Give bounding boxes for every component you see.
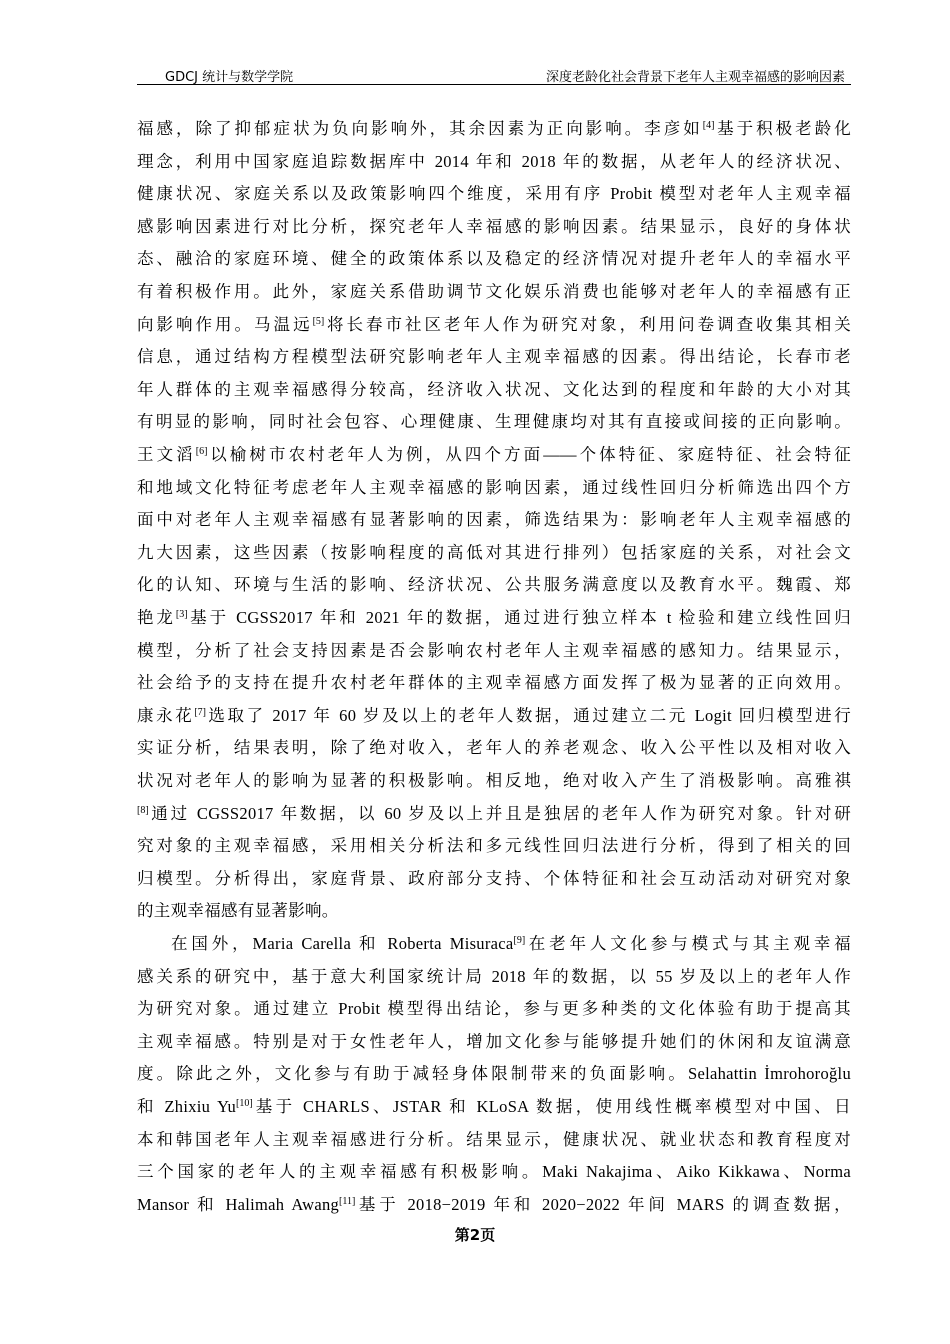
- citation-ref: [5]: [312, 315, 325, 327]
- citation-ref: [7]: [194, 706, 207, 718]
- line-text: 三个国家的老年人的主观幸福感有积极影响。Maki Nakajima、Aiko Kikkawa、Norma: [137, 1162, 851, 1182]
- text-line: [137, 1030, 851, 1054]
- text-line: [137, 1193, 851, 1217]
- citation-ref: [4]: [702, 120, 715, 131]
- text-line: [171, 932, 851, 956]
- text-line: [137, 541, 851, 565]
- text-line: [137, 345, 851, 369]
- text-line: [137, 1062, 851, 1086]
- line-text: 王文滔: [137, 445, 196, 464]
- text-line: [137, 639, 851, 663]
- line-text: 和 Zhixiu Yu: [137, 1097, 237, 1116]
- text-line: [137, 834, 851, 858]
- line-text: 健康状况、家庭关系以及政策影响四个维度，采用有序 Probit 模型对老年人主观幸福: [137, 184, 851, 204]
- citation-ref: [3]: [175, 609, 188, 620]
- page-header: [137, 64, 851, 85]
- line-text: 康永花: [137, 705, 195, 725]
- line-text: 基于 CHARLS、JSTAR 和 KLoSA 数据，使用线性概率模型对中国、日: [252, 1097, 851, 1116]
- text-line: [137, 313, 851, 337]
- text-line: [137, 117, 851, 141]
- line-text: 有明显的影响，同时社会包容、心理健康、生理健康均对其有直接或间接的正向影响。: [137, 412, 851, 432]
- line-text: 状况对老年人的影响为显著的积极影响。相反地，绝对收入产生了消极影响。高雅祺: [137, 771, 851, 790]
- text-line: [137, 508, 851, 532]
- line-text: 本和韩国老年人主观幸福感进行分析。结果显示，健康状况、就业状态和教育程度对: [137, 1129, 851, 1149]
- citation-ref: [6]: [195, 446, 208, 457]
- line-text: 感影响因素进行对比分析，探究老年人幸福感的影响因素。结果显示，良好的身体状: [137, 216, 851, 236]
- text-line: [137, 606, 851, 630]
- text-line: [137, 769, 851, 793]
- line-text: 主观幸福感。特别是对于女性老年人，增加文化参与能够提升她们的休闲和友谊满意: [137, 1031, 851, 1051]
- text-line: [137, 410, 851, 434]
- header-right: 深度老龄化社会背景下老年人主观幸福感的影响因素: [545, 70, 845, 85]
- line-text: 感关系的研究中，基于意大利国家统计局 2018 年的数据，以 55 岁及以上的老年人作: [137, 966, 851, 986]
- text-line: [137, 1128, 851, 1152]
- line-text: 模型，分析了社会支持因素是否会影响农村老年人主观幸福感的感知力。结果显示，: [137, 640, 851, 660]
- text-line: [137, 997, 851, 1021]
- text-line: [137, 215, 851, 239]
- text-line: [137, 736, 851, 760]
- line-text: 基于积极老龄化: [714, 119, 851, 138]
- text-line: [137, 1160, 851, 1184]
- line-text: Mansor 和 Halimah Awang: [137, 1194, 340, 1214]
- line-text: 在国外，Maria Carella 和 Roberta Misuraca: [171, 934, 514, 953]
- page-number: 第2页: [454, 1226, 496, 1244]
- line-text: 化的认知、环境与生活的影响、经济状况、公共服务满意度以及教育水平。魏霞、郑: [137, 575, 851, 595]
- text-line: [137, 378, 851, 402]
- text-line: [137, 182, 851, 206]
- text-line: [137, 965, 851, 989]
- line-text: 艳龙: [137, 608, 176, 627]
- text-line: [137, 867, 851, 891]
- line-text: 理念，利用中国家庭追踪数据库中 2014 年和 2018 年的数据，从老年人的经济状况、: [137, 151, 851, 171]
- line-text: 福感，除了抑郁症状为负向影响外，其余因素为正向影响。李彦如: [137, 119, 703, 138]
- text-line: [137, 1095, 851, 1119]
- text-line: [137, 247, 851, 271]
- text-line: [137, 150, 851, 174]
- line-text: 信息，通过结构方程模型法研究影响老年人主观幸福感的因素。得出结论，长春市老: [137, 347, 851, 367]
- citation-ref: [9]: [513, 935, 526, 946]
- citation-ref: [10]: [236, 1098, 253, 1109]
- line-text: 为研究对象。通过建立 Probit 模型得出结论，参与更多种类的文化体验有助于提高其: [137, 999, 851, 1019]
- citation-ref: [11]: [339, 1195, 356, 1207]
- text-line: [137, 280, 851, 304]
- text-line: [137, 899, 851, 923]
- line-text: 选取了 2017 年 60 岁及以上的老年人数据，通过建立二元 Logit 回归模型进行: [206, 705, 851, 725]
- line-text: 基于 CGSS2017 年和 2021 年的数据，通过进行独立样本 t 检验和建立线性回归: [187, 608, 851, 627]
- line-text: 和地域文化特征考虑老年人主观幸福感的影响因素，通过线性回归分析筛选出四个方: [137, 477, 851, 497]
- line-text: 态、融洽的家庭环境、健全的政策体系以及稳定的经济情况对提升老年人的幸福水平: [137, 249, 851, 269]
- citation-ref: [8]: [137, 804, 149, 816]
- line-text: 社会给予的支持在提升农村老年群体的主观幸福感方面发挥了极为显著的正向效用。: [137, 673, 851, 693]
- line-text: 通过 CGSS2017 年数据，以 60 岁及以上并且是独居的老年人作为研究对象。针对研: [148, 803, 851, 823]
- text-line: [137, 443, 851, 467]
- line-text: 实证分析，结果表明，除了绝对收入，老年人的养老观念、收入公平性以及相对收入: [137, 738, 851, 758]
- line-text: 究对象的主观幸福感，采用相关分析法和多元线性回归法进行分析，得到了相关的回: [137, 836, 851, 856]
- text-line: [137, 476, 851, 500]
- line-text: 以榆树市农村老年人为例，从四个方面——个体特征、家庭特征、社会特征: [207, 445, 851, 464]
- text-line: [137, 704, 851, 728]
- line-text: 基于 2018−2019 年和 2020−2022 年间 MARS 的调查数据，: [355, 1194, 851, 1214]
- text-line: [137, 573, 851, 597]
- line-text: 面中对老年人主观幸福感有显著影响的因素，筛选结果为：影响老年人主观幸福感的: [137, 510, 851, 530]
- header-left: GDCJ 统计与数学学院: [165, 70, 294, 85]
- line-text: 度。除此之外，文化参与有助于减轻身体限制带来的负面影响。Selahattin İmrohoroğlu: [137, 1064, 851, 1084]
- line-text: 在老年人文化参与模式与其主观幸福: [525, 934, 851, 953]
- line-text: 将长春市社区老年人作为研究对象，利用问卷调查收集其相关: [324, 314, 852, 334]
- text-line: [137, 802, 851, 826]
- line-text: 归模型。分析得出，家庭背景、政府部分支持、个体特征和社会互动活动对研究对象: [137, 868, 851, 888]
- text-line: [137, 671, 851, 695]
- line-text: 九大因素，这些因素（按影响程度的高低对其进行排列）包括家庭的关系，对社会文: [137, 542, 851, 562]
- line-text: 有着积极作用。此外，家庭关系借助调节文化娱乐消费也能够对老年人的幸福感有正: [137, 282, 851, 301]
- line-text: 向影响作用。马温远: [137, 314, 313, 334]
- line-text: 的主观幸福感有显著影响。: [137, 901, 339, 921]
- line-text: 年人群体的主观幸福感得分较高，经济收入状况、文化达到的程度和年龄的大小对其: [137, 379, 851, 399]
